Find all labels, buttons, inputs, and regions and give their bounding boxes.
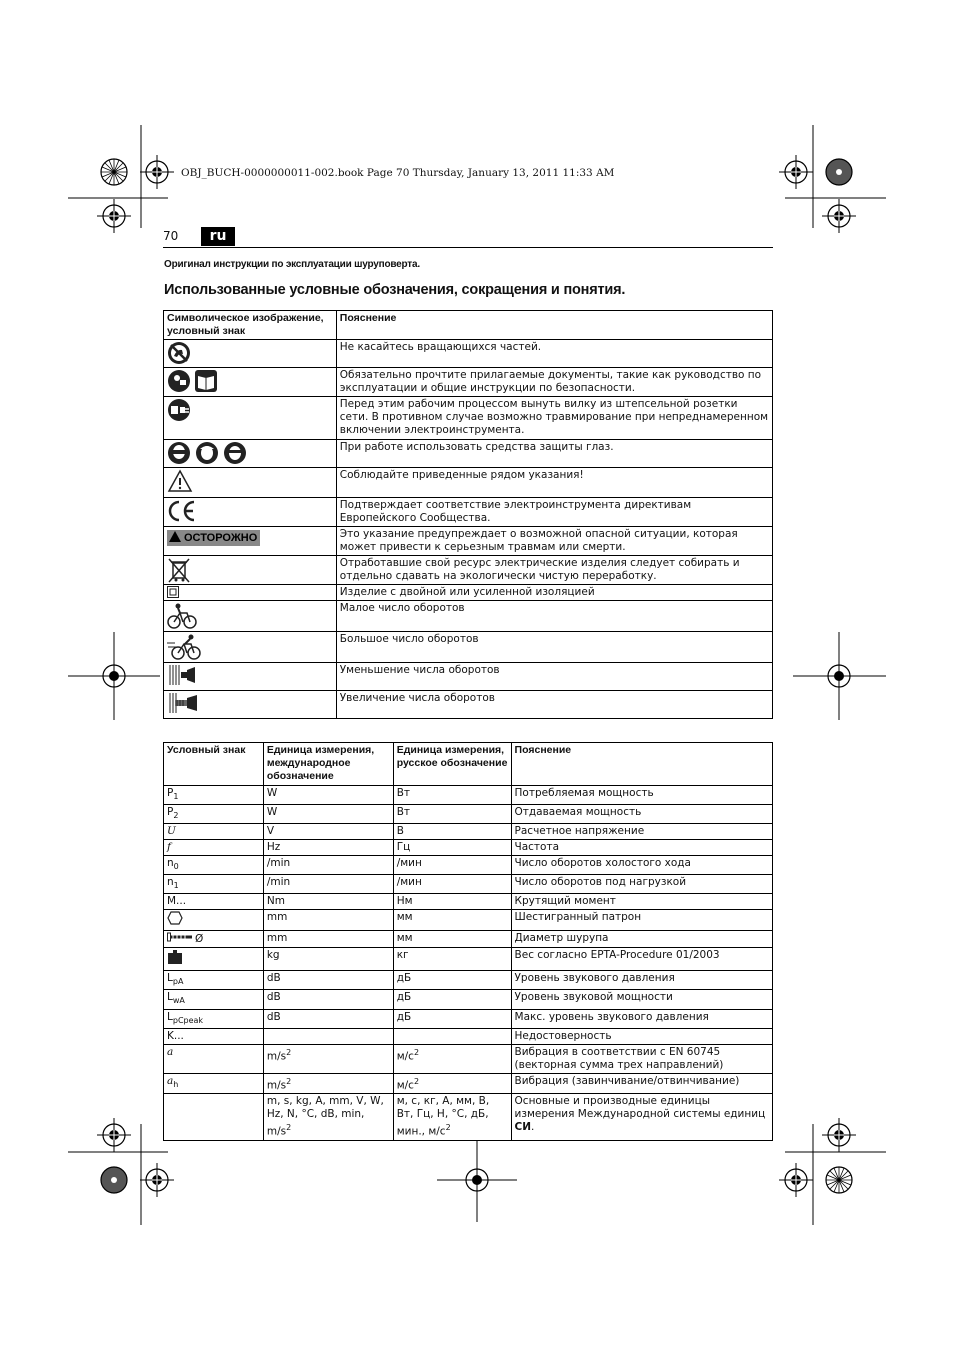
- explanation-tail: .: [531, 1121, 535, 1134]
- unit-superscript: 2: [445, 1123, 451, 1133]
- symbol-cell: [164, 856, 264, 875]
- table-row: [164, 931, 773, 948]
- symbol-text: a: [167, 1045, 174, 1058]
- table-row: [164, 1073, 773, 1094]
- symbol-cell: [164, 632, 337, 663]
- symbol-text: L: [167, 972, 173, 985]
- reg-mark-top-left: [68, 125, 174, 233]
- table-header-row: [164, 311, 773, 340]
- low-speed-icon: [167, 602, 197, 630]
- speed-decrease-icon: [167, 664, 197, 686]
- symbol-cell: [164, 894, 264, 910]
- symbol-cell: [164, 440, 337, 468]
- table-row: [164, 786, 773, 805]
- screw-icon: [167, 932, 193, 946]
- warning-triangle-icon: [167, 469, 193, 493]
- table-row: [164, 1044, 773, 1073]
- table-row: [164, 990, 773, 1009]
- symbols-table: [163, 310, 773, 719]
- ce-mark-icon: [167, 499, 197, 523]
- page-number: 70: [163, 229, 179, 243]
- weight-icon: [167, 949, 183, 969]
- symbol-text: n: [167, 857, 174, 870]
- symbol-cell: [164, 1094, 264, 1141]
- explanation-cell: [511, 786, 772, 805]
- intl-unit-cell: [263, 990, 393, 1009]
- column-header: Пояснение: [511, 743, 772, 786]
- symbol-text: P: [167, 806, 174, 819]
- table-row: [164, 632, 773, 663]
- explanation-cell: [511, 931, 772, 948]
- explanation-cell: Уменьшение числа оборотов: [336, 663, 772, 691]
- intl-unit-cell-text: dB: [266, 991, 281, 1004]
- symbol-subscript: wA: [172, 996, 185, 1006]
- symbol-subscript: 1: [173, 792, 179, 802]
- table-row: [164, 894, 773, 910]
- explanation-cell: Соблюдайте приведенные рядом указания!: [336, 468, 772, 498]
- symbol-text: Ø: [195, 933, 204, 946]
- table-header-row: [164, 743, 773, 786]
- ru-unit-cell-text: мм: [396, 932, 413, 945]
- ru-unit-cell: [393, 875, 511, 894]
- weee-bin-icon: [167, 557, 191, 583]
- reg-mark-bottom-right: [779, 1118, 886, 1225]
- ru-unit-cell: [393, 1009, 511, 1028]
- symbol-cell: [164, 368, 337, 397]
- explanation-cell: [511, 1073, 772, 1094]
- column-header: Единица измерения, международное обозначение: [263, 743, 393, 786]
- reg-mark-bottom-center: [437, 1140, 517, 1222]
- symbol-cell: [164, 971, 264, 990]
- explanation-cell: Это указание предупреждает о возможной опасной ситуации, которая может привести к серьезным травмам или смерти.: [336, 527, 772, 556]
- ru-unit-cell-text: /мин: [396, 857, 422, 870]
- symbol-cell: [164, 556, 337, 585]
- unit-superscript: 2: [413, 1047, 420, 1057]
- symbol-cell: [164, 840, 264, 856]
- book-file-line: OBJ_BUCH-0000000011-002.book Page 70 Thursday, January 13, 2011 11:33 AM: [181, 167, 615, 179]
- symbol-cell: [164, 910, 264, 931]
- speed-increase-icon: [167, 692, 199, 714]
- table-row: [164, 910, 773, 931]
- explanation-cell: [511, 824, 772, 840]
- symbol-cell: [164, 498, 337, 527]
- intl-unit-cell-text: V: [266, 825, 275, 838]
- explanation-text: Крутящий момент: [514, 895, 616, 908]
- explanation-text: Диаметр шурупа: [514, 932, 609, 945]
- symbol-cell: [164, 1044, 264, 1073]
- table-row: [164, 556, 773, 585]
- ru-unit-cell: [393, 1094, 511, 1141]
- explanation-cell: [511, 971, 772, 990]
- intl-unit-cell: [263, 856, 393, 875]
- reg-mark-mid-left: [68, 632, 160, 720]
- ru-unit-cell-text: /мин: [396, 876, 422, 889]
- intl-unit-cell-text: W: [266, 806, 278, 819]
- intl-unit-cell: [263, 1073, 393, 1094]
- ru-unit-cell-text: мм: [396, 911, 413, 924]
- symbol-text: f: [167, 841, 171, 854]
- symbol-subscript: 0: [173, 862, 179, 872]
- symbol-cell: [164, 601, 337, 632]
- symbol-text: K...: [167, 1029, 184, 1042]
- table-row: [164, 971, 773, 990]
- intl-unit-cell-text: dB: [266, 972, 281, 985]
- table-row: [164, 1028, 773, 1044]
- table-row: [164, 840, 773, 856]
- units-table-body: [164, 786, 773, 1141]
- high-speed-icon: [167, 633, 201, 661]
- warning-triangle-icon: [169, 531, 181, 542]
- table-row: [164, 585, 773, 601]
- table-row: [164, 948, 773, 971]
- ru-unit-cell-text: дБ: [396, 972, 412, 985]
- symbol-text: U: [167, 825, 176, 838]
- explanation-text: Расчетное напряжение: [514, 825, 645, 838]
- symbol-cell: [164, 585, 337, 601]
- explanation-cell: [511, 1009, 772, 1028]
- intl-unit-cell-text: m/s: [266, 1079, 287, 1092]
- symbol-cell: [164, 1028, 264, 1044]
- intl-unit-cell: [263, 805, 393, 824]
- symbol-cell: [164, 663, 337, 691]
- unit-superscript: 2: [286, 1123, 292, 1133]
- symbol-subscript: 2: [173, 811, 179, 821]
- intl-unit-cell: [263, 786, 393, 805]
- ru-unit-cell-text: дБ: [396, 1010, 412, 1023]
- table-row: [164, 340, 773, 368]
- hexagon-chuck-icon: [167, 911, 183, 929]
- table-row: [164, 397, 773, 440]
- explanation-text: Шестигранный патрон: [514, 911, 642, 924]
- ru-unit-cell-text: В: [396, 825, 404, 838]
- intl-unit-cell-text: m/s: [266, 1050, 287, 1063]
- intl-unit-cell: [263, 1044, 393, 1073]
- explanation-cell: [511, 840, 772, 856]
- explanation-text: Частота: [514, 841, 560, 854]
- intl-unit-cell: [263, 1028, 393, 1044]
- explanation-text: Вибрация в соответствии с EN 60745 (векторная сумма трех направлений): [514, 1045, 724, 1071]
- explanation-cell: Малое число оборотов: [336, 601, 772, 632]
- ru-unit-cell: [393, 1044, 511, 1073]
- explanation-text: Число оборотов под нагрузкой: [514, 876, 687, 889]
- explanation-cell: [511, 910, 772, 931]
- symbol-cell: [164, 990, 264, 1009]
- column-header: Пояснение: [336, 311, 772, 340]
- read-manual-icon: [167, 369, 219, 393]
- intl-unit-cell: [263, 824, 393, 840]
- ru-unit-cell: [393, 786, 511, 805]
- explanation-cell: Не касайтесь вращающихся частей.: [336, 340, 772, 368]
- ru-unit-cell-text: м/с: [396, 1079, 414, 1092]
- intl-unit-cell-text: Hz: [266, 841, 281, 854]
- symbol-cell: [164, 1073, 264, 1094]
- unit-superscript: 2: [413, 1076, 420, 1086]
- explanation-text: Потребляемая мощность: [514, 787, 654, 799]
- intl-unit-cell: [263, 931, 393, 948]
- explanation-cell: [511, 1028, 772, 1044]
- ru-unit-cell-text: м/с: [396, 1050, 414, 1063]
- symbol-cell: [164, 824, 264, 840]
- intl-unit-cell-text: W: [266, 787, 278, 799]
- symbol-subscript: pCpeak: [172, 1015, 204, 1025]
- table-row: [164, 691, 773, 719]
- ru-unit-cell: [393, 824, 511, 840]
- symbol-text: P: [167, 787, 174, 799]
- intl-unit-cell-text: mm: [266, 932, 288, 945]
- table-row: [164, 663, 773, 691]
- explanation-text: Основные и производные единицы измерения Международной системы единиц: [514, 1095, 766, 1121]
- ru-unit-cell-text: Вт: [396, 787, 411, 799]
- explanation-text: Макс. уровень звукового давления: [514, 1010, 709, 1023]
- intl-unit-cell: [263, 971, 393, 990]
- explanation-text: Недостоверность: [514, 1029, 612, 1042]
- intl-unit-cell-text: dB: [266, 1010, 281, 1023]
- symbol-cell: [164, 397, 337, 440]
- symbol-cell: [164, 340, 337, 368]
- explanation-text: Уровень звуковой мощности: [514, 991, 673, 1004]
- ru-unit-cell: [393, 910, 511, 931]
- header-rule: [163, 247, 773, 248]
- units-table: [163, 742, 773, 1141]
- explanation-cell: Изделие с двойной или усиленной изоляцией: [336, 585, 772, 601]
- explanation-bold: СИ: [514, 1121, 532, 1134]
- section-title: Использованные условные обозначения, сокращения и понятия.: [164, 282, 626, 298]
- intl-unit-cell-text: mm: [266, 911, 288, 924]
- explanation-cell: [511, 856, 772, 875]
- ru-unit-cell-text: Гц: [396, 841, 411, 854]
- symbol-cell: [164, 805, 264, 824]
- ru-unit-cell: [393, 990, 511, 1009]
- symbol-text: L: [167, 991, 173, 1004]
- table-row: [164, 440, 773, 468]
- explanation-text: Вибрация (завинчивание/отвинчивание): [514, 1074, 740, 1087]
- unplug-icon: [167, 398, 191, 422]
- explanation-text: Число оборотов холостого хода: [514, 857, 691, 870]
- table-row: [164, 1094, 773, 1141]
- explanation-text: Уровень звукового давления: [514, 972, 675, 985]
- ru-unit-cell: [393, 1073, 511, 1094]
- explanation-cell: [511, 875, 772, 894]
- intl-unit-cell: [263, 948, 393, 971]
- no-touch-rotating-icon: [167, 341, 191, 365]
- table-row: [164, 856, 773, 875]
- explanation-cell: [511, 1044, 772, 1073]
- eye-protection-icon: [167, 441, 247, 465]
- symbol-subscript: h: [173, 1079, 179, 1089]
- symbol-text: L: [167, 1010, 173, 1023]
- intl-unit-cell: [263, 910, 393, 931]
- symbol-cell: [164, 948, 264, 971]
- ru-unit-cell: [393, 840, 511, 856]
- document-subtitle: Оригинал инструкции по эксплуатации шуруповерта.: [164, 259, 420, 270]
- intl-unit-cell: [263, 840, 393, 856]
- symbol-cell: [164, 931, 264, 948]
- table-row: [164, 498, 773, 527]
- ru-unit-cell: [393, 931, 511, 948]
- column-header: Символическое изображение, условный знак: [164, 311, 337, 340]
- intl-unit-cell: [263, 1094, 393, 1141]
- explanation-cell: При работе использовать средства защиты глаз.: [336, 440, 772, 468]
- ru-unit-cell: [393, 971, 511, 990]
- explanation-cell: [511, 805, 772, 824]
- column-header: Единица измерения, русское обозначение: [393, 743, 511, 786]
- intl-unit-cell: [263, 894, 393, 910]
- explanation-text: Отдаваемая мощность: [514, 806, 642, 819]
- symbol-subscript: 1: [173, 881, 179, 891]
- reg-mark-top-right: [779, 125, 886, 233]
- explanation-cell: Большое число оборотов: [336, 632, 772, 663]
- intl-unit-cell-text: /min: [266, 876, 291, 889]
- table-row: [164, 875, 773, 894]
- intl-unit-cell-text: Nm: [266, 895, 285, 908]
- symbol-cell: [164, 875, 264, 894]
- ru-unit-cell-text: Нм: [396, 895, 413, 908]
- ru-unit-cell: [393, 894, 511, 910]
- explanation-cell: Увеличение числа оборотов: [336, 691, 772, 719]
- symbol-subscript: pA: [172, 977, 184, 987]
- explanation-cell: Отработавшие свой ресурс электрические изделия следует собирать и отдельно сдавать на экологически чистую переработку.: [336, 556, 772, 585]
- intl-unit-cell-text: /min: [266, 857, 291, 870]
- explanation-cell: Подтверждает соответствие электроинструмента директивам Европейского Сообщества.: [336, 498, 772, 527]
- symbol-cell: [164, 527, 337, 556]
- unit-superscript: 2: [286, 1047, 292, 1057]
- intl-unit-cell-text: m, s, kg, A, mm, V, W, Hz, N, °C, dB, min, m/s: [266, 1095, 384, 1138]
- ru-unit-cell-text: дБ: [396, 991, 412, 1004]
- symbol-cell: [164, 691, 337, 719]
- explanation-cell: [511, 990, 772, 1009]
- caution-badge: ОСТОРОЖНО: [167, 530, 260, 546]
- intl-unit-cell-text: kg: [266, 949, 280, 962]
- symbol-cell: [164, 786, 264, 805]
- explanation-cell: [511, 1094, 772, 1141]
- table-row: [164, 824, 773, 840]
- reg-mark-mid-right: [793, 632, 886, 720]
- intl-unit-cell: [263, 1009, 393, 1028]
- ru-unit-cell-text: Вт: [396, 806, 411, 819]
- explanation-text: Вес согласно EPTA-Procedure 01/2003: [514, 949, 720, 962]
- symbol-cell: [164, 468, 337, 498]
- language-badge: ru: [201, 227, 235, 246]
- intl-unit-cell: [263, 875, 393, 894]
- table-row: [164, 1009, 773, 1028]
- explanation-cell: Перед этим рабочим процессом вынуть вилку из штепсельной розетки сети. В противном случае возможно травмирование при непреднамеренном включении электроинструмента.: [336, 397, 772, 440]
- explanation-cell: Обязательно прочтите прилагаемые документы, такие как руководство по эксплуатации и общие инструкции по безопасности.: [336, 368, 772, 397]
- explanation-cell: [511, 948, 772, 971]
- symbol-text: a: [167, 1074, 174, 1087]
- symbol-cell: [164, 1009, 264, 1028]
- reg-mark-bottom-left: [68, 1118, 174, 1225]
- ru-unit-cell: [393, 805, 511, 824]
- table-row: [164, 527, 773, 556]
- double-insulation-icon: [167, 586, 179, 598]
- ru-unit-cell: [393, 856, 511, 875]
- symbol-text: M...: [167, 895, 187, 908]
- table-row: [164, 805, 773, 824]
- table-row: [164, 601, 773, 632]
- unit-superscript: 2: [286, 1076, 292, 1086]
- symbol-text: n: [167, 876, 174, 889]
- column-header: Условный знак: [164, 743, 264, 786]
- ru-unit-cell: [393, 1028, 511, 1044]
- ru-unit-cell: [393, 948, 511, 971]
- table-row: [164, 468, 773, 498]
- table-row: [164, 368, 773, 397]
- ru-unit-cell-text: кг: [396, 949, 409, 962]
- ru-unit-cell-text: м, с, кг, A, мм, В, Вт, Гц, Н, °C, дБ, мин., м/с: [396, 1095, 490, 1138]
- explanation-cell: [511, 894, 772, 910]
